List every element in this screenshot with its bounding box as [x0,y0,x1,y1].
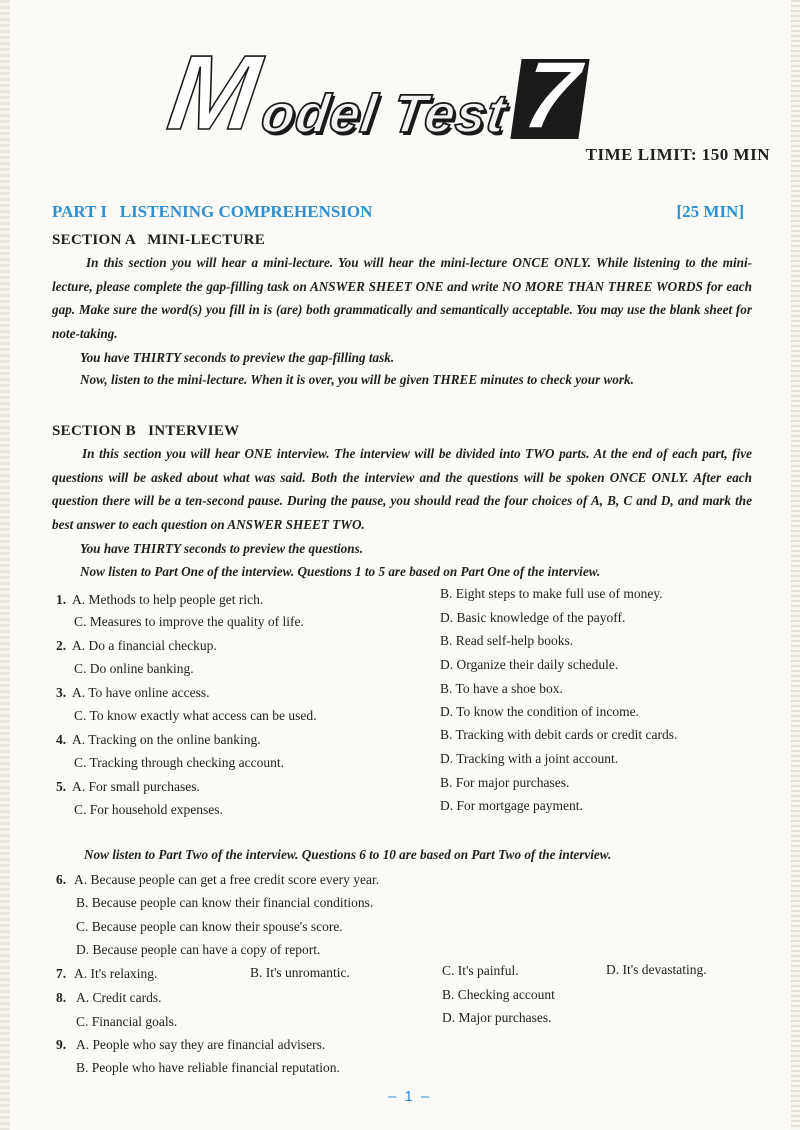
option-a: A. People who say they are financial advisers. [76,1037,326,1052]
option-d: D. It's devastating. [606,962,707,977]
option-c: C. Measures to improve the quality of life. [74,614,304,629]
option-b: B. For major purchases. [440,775,570,790]
question-number: 1. [56,592,67,607]
option-b: B. It's unromantic. [250,965,350,980]
question-number: 7. [56,966,67,981]
time-limit: TIME LIMIT: 150 MIN [585,145,770,164]
model-test-logo [161,34,600,152]
scan-edge-left [0,0,10,1130]
option-c: C. Because people can know their spouse's score. [76,919,343,934]
question-number: 4. [56,732,67,747]
page-number: – 1 – [388,1088,432,1105]
section-a-instructions: In this section you will hear a mini-lecture. You will hear the mini-lecture ONCE ONLY. While listening to the mini-lecture, please complete the gap-filling task on ANSWER SHEET ONE and write NO MORE THAN THREE WORDS for each gap. Make sure the word(s) you fill in is (are) both grammatically and semantically acceptable. You may use the blank sheet for note-taking. [52,255,752,341]
option-d: D. Organize their daily schedule. [440,657,619,672]
option-b: B. To have a shoe box. [440,681,563,696]
option-a: A. For small purchases. [72,779,200,794]
option-a: A. Tracking on the online banking. [72,732,261,747]
question-number: 2. [56,638,67,653]
section-b-part-one: Now listen to Part One of the interview. Questions 1 to 5 are based on Part One of the interview. [80,564,601,579]
part-time: [25 MIN] [676,202,744,221]
option-d: D. Tracking with a joint account. [440,751,619,766]
question-number: 9. [56,1037,67,1052]
option-d: D. Major purchases. [442,1010,552,1025]
option-c: C. It's painful. [442,963,519,978]
section-a-preview: You have THIRTY seconds to preview the gap-filling task. [80,350,395,365]
logo-initial: M [161,34,268,152]
logo-number: 7 [516,42,586,149]
section-a-listen: Now, listen to the mini-lecture. When it is over, you will be given THREE minutes to check your work. [80,372,634,387]
part-title: PART I LISTENING COMPREHENSION [52,202,373,221]
option-c: C. Tracking through checking account. [74,755,284,770]
section-b-preview: You have THIRTY seconds to preview the questions. [80,541,364,556]
scan-edge-right [791,0,800,1130]
option-b: B. Tracking with debit cards or credit cards. [440,727,678,742]
question-number: 8. [56,990,67,1005]
option-d: D. For mortgage payment. [440,798,583,813]
option-a: A. Because people can get a free credit score every year. [74,872,380,887]
logo-word: odel Test [257,84,511,144]
question-number: 5. [56,779,67,794]
option-d: D. To know the condition of income. [440,704,640,719]
section-a-title: SECTION A MINI-LECTURE [52,232,266,248]
section-b-part-two: Now listen to Part Two of the interview. Questions 6 to 10 are based on Part Two of the interview. [84,847,612,862]
option-a: A. To have online access. [72,685,210,700]
question-number: 3. [56,685,67,700]
option-d: D. Basic knowledge of the payoff. [440,610,626,625]
logo-number-box [510,42,589,149]
option-b: B. Eight steps to make full use of money. [440,586,663,601]
option-c: C. To know exactly what access can be used. [74,708,317,723]
option-a: A. Credit cards. [76,990,162,1005]
option-a: A. Methods to help people get rich. [72,592,264,607]
option-b: B. Because people can know their financial conditions. [76,895,374,910]
section-b-instructions: In this section you will hear ONE interview. The interview will be divided into TWO parts. At the end of each part, five questions will be asked about what was said. Both the interview and the questions will be spoken ONCE ONLY. After each question there will be a ten-second pause. During the pause, you should read the four choices of A, B, C and D, and mark the best answer to each question on ANSWER SHEET TWO. [52,446,752,532]
option-c: C. Financial goals. [76,1014,178,1029]
option-c: C. Do online banking. [74,661,194,676]
option-d: D. Because people can have a copy of report. [76,942,321,957]
option-b: B. Read self-help books. [440,633,574,648]
option-c: C. For household expenses. [74,802,223,817]
option-a: A. It's relaxing. [74,966,158,981]
section-b-title: SECTION B INTERVIEW [52,423,240,439]
option-a: A. Do a financial checkup. [72,638,217,653]
option-b: B. Checking account [442,987,555,1002]
option-b: B. People who have reliable financial reputation. [76,1060,340,1075]
question-number: 6. [56,872,67,887]
